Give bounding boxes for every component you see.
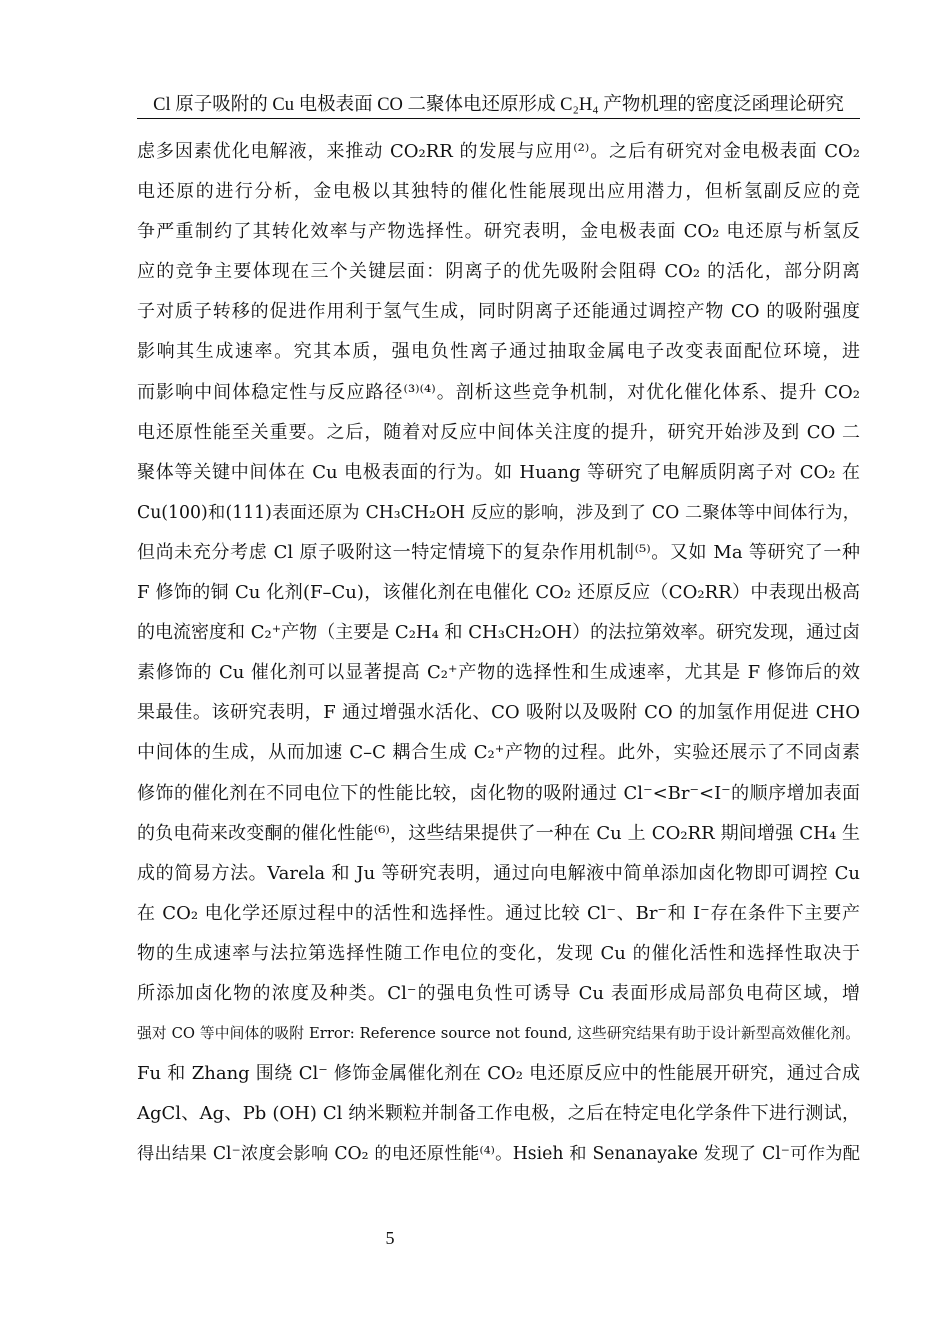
text-line: 中间体的生成，从而加速 C–C 耦合生成 C₂⁺产物的过程。此外，实验还展示了不同卤素 — [137, 742, 860, 764]
text-line: 影响其生成速率。究其本质，强电负性离子通过抽取金属电子改变表面配位环境，进 — [137, 341, 860, 363]
text-line: 果最佳。该研究表明，F 通过增强水活化、CO 吸附以及吸附 CO 的加氢作用促进 CHO — [137, 702, 860, 724]
text-line: 电还原性能至关重要。之后，随着对反应中间体关注度的提升，研究开始涉及到 CO 二 — [137, 421, 860, 443]
text-line: Fu 和 Zhang 围绕 Cl⁻ 修饰金属催化剂在 CO₂ 电还原反应中的性能展开研究，通过合成 — [137, 1063, 860, 1085]
header-rule — [137, 118, 860, 119]
text-line: Cu(100)和(111)表面还原为 CH₃CH₂OH 反应的影响，涉及到了 CO 二聚体等中间体行为， — [137, 502, 860, 523]
page-number: 5 — [385, 1228, 395, 1248]
text-line: 而影响中间体稳定性与反应路径⁽³⁾⁽⁴⁾。剖析这些竞争机制，对优化催化体系、提升 CO₂ — [137, 381, 860, 403]
text-line: 争严重制约了其转化效率与产物选择性。研究表明，金电极表面 CO₂ 电还原与析氢反 — [137, 221, 860, 243]
text-line: 的电流密度和 C₂⁺产物（主要是 C₂H₄ 和 CH₃CH₂OH）的法拉第效率。研究发现，通过卤 — [137, 622, 861, 644]
text-line: 强对 CO 等中间体的吸附 Error: Reference source not found, 这些研究结果有助于设计新型高效催化剂。 — [137, 1025, 860, 1043]
text-line: 所添加卤化物的浓度及种类。Cl⁻的强电负性可诱导 Cu 表面形成局部负电荷区域，增 — [137, 982, 860, 1004]
text-line: 虑多因素优化电解液，来推动 CO₂RR 的发展与应用⁽²⁾。之后有研究对金电极表面 CO₂ — [137, 141, 860, 162]
text-line: 得出结果 Cl⁻浓度会影响 CO₂ 的电还原性能⁽⁴⁾。Hsieh 和 Senanayake 发现了 Cl⁻可作为配 — [137, 1144, 860, 1165]
text-line: 在 CO₂ 电化学还原过程中的活性和选择性。通过比较 Cl⁻、Br⁻和 I⁻存在条件下主要产 — [137, 902, 860, 924]
page-header-title: Cl 原子吸附的 Cu 电极表面 CO 二聚体电还原形成 C₂H₄ 产物机理的密度泛函理论研究 — [153, 95, 844, 115]
text-line: 物的生成速率与法拉第选择性随工作电位的变化，发现 Cu 的催化活性和选择性取决于 — [137, 942, 860, 964]
text-line: 电还原的进行分析，金电极以其独特的催化性能展现出应用潜力，但析氢副反应的竞 — [137, 181, 860, 203]
text-line: AgCl、Ag、Pb (OH) Cl 纳米颗粒并制备工作电极，之后在特定电化学条件下进行测试， — [137, 1103, 860, 1125]
text-line: 的负电荷来改变酮的催化性能⁽⁶⁾，这些结果提供了一种在 Cu 上 CO₂RR 期间增强 CH₄ 生 — [137, 822, 860, 844]
text-line: 修饰的催化剂在不同电位下的性能比较，卤化物的吸附通过 Cl⁻<Br⁻<I⁻的顺序增加表面 — [137, 782, 860, 804]
text-line: 子对质子转移的促进作用利于氢气生成，同时阴离子还能通过调控产物 CO 的吸附强度 — [137, 301, 860, 323]
body-paragraph — [137, 132, 860, 1174]
text-line: 聚体等关键中间体在 Cu 电极表面的行为。如 Huang 等研究了电解质阴离子对 CO₂ 在 — [137, 461, 860, 483]
text-line: 素修饰的 Cu 催化剂可以显著提高 C₂⁺产物的选择性和生成速率，尤其是 F 修饰后的效 — [137, 662, 860, 684]
text-line: 应的竞争主要体现在三个关键层面：阴离子的优先吸附会阻碍 CO₂ 的活化，部分阴离 — [137, 261, 860, 283]
text-line: 成的简易方法。Varela 和 Ju 等研究表明，通过向电解液中简单添加卤化物即可调控 Cu — [137, 862, 860, 884]
text-line: 但尚未充分考虑 Cl 原子吸附这一特定情境下的复杂作用机制⁽⁵⁾。又如 Ma 等研究了一种 — [137, 541, 860, 563]
text-line: F 修饰的铜 Cu 化剂(F–Cu)，该催化剂在电催化 CO₂ 还原反应（CO₂RR）中表现出极高 — [137, 582, 860, 604]
